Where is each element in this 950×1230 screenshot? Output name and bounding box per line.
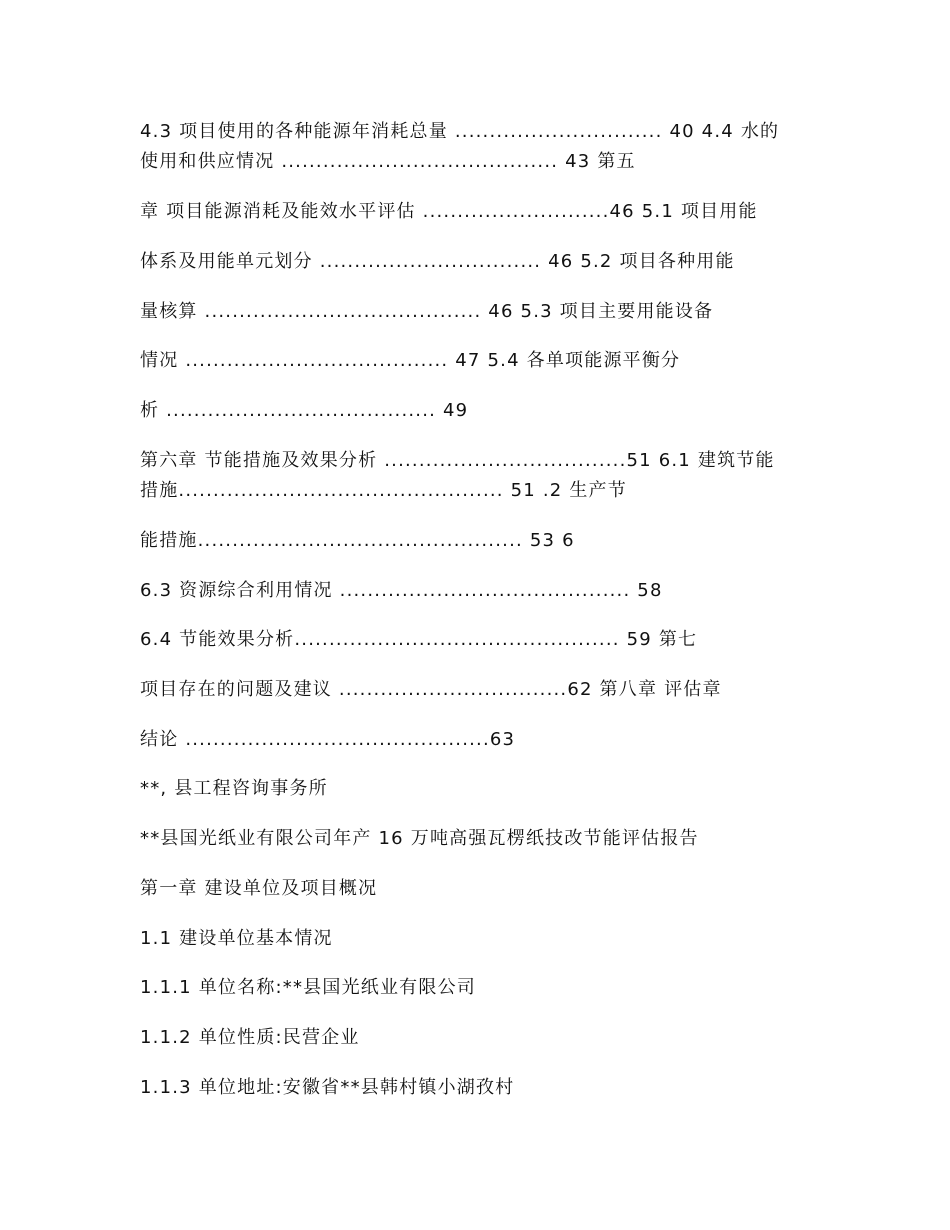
- toc-line-4-3: 4.3 项目使用的各种能源年消耗总量 .............................. 40 4.4 水的: [140, 121, 780, 142]
- toc-line-chapter-8-cont: 结论 ............................................63: [140, 729, 516, 750]
- author-line: **, 县工程咨询事务所: [140, 778, 328, 799]
- toc-line-5-2-cont: 量核算 ........................................ 46 5.3 项目主要用能设备: [140, 301, 714, 322]
- unit-nature-line: 1.1.2 单位性质:民营企业: [140, 1027, 360, 1048]
- section-1-1-heading: 1.1 建设单位基本情况: [140, 928, 333, 949]
- toc-line-5-4-cont: 析 ....................................... 49: [140, 400, 469, 421]
- unit-address-line: 1.1.3 单位地址:安徽省**县韩村镇小湖孜村: [140, 1077, 515, 1098]
- toc-line-6-3: 6.3 资源综合利用情况 .......................................... 58: [140, 580, 663, 601]
- report-title: **县国光纸业有限公司年产 16 万吨高强瓦楞纸技改节能评估报告: [140, 828, 699, 849]
- toc-line-chapter-6: 第六章 节能措施及效果分析 ...................................51 6.1 建筑节能: [140, 450, 775, 471]
- toc-line-chapter-7: 项目存在的问题及建议 .................................62 第八章 评估章: [140, 679, 722, 700]
- toc-line-4-4-cont: 使用和供应情况 ........................................ 43 第五: [140, 151, 636, 172]
- toc-line-chapter-5: 章 项目能源消耗及能效水平评估 ...........................46 5.1 项目用能: [140, 201, 758, 222]
- chapter-1-heading: 第一章 建设单位及项目概况: [140, 878, 378, 899]
- toc-line-6-2-cont: 能措施............................................... 53 6: [140, 530, 575, 551]
- toc-line-6-1-cont: 措施............................................... 51 .2 生产节: [140, 480, 627, 501]
- toc-line-6-4: 6.4 节能效果分析............................................... 59 第七: [140, 629, 698, 650]
- unit-name-line: 1.1.1 单位名称:**县国光纸业有限公司: [140, 977, 476, 998]
- toc-line-5-3-cont: 情况 ...................................... 47 5.4 各单项能源平衡分: [140, 350, 681, 371]
- toc-line-5-1-cont: 体系及用能单元划分 ................................ 46 5.2 项目各种用能: [140, 251, 735, 272]
